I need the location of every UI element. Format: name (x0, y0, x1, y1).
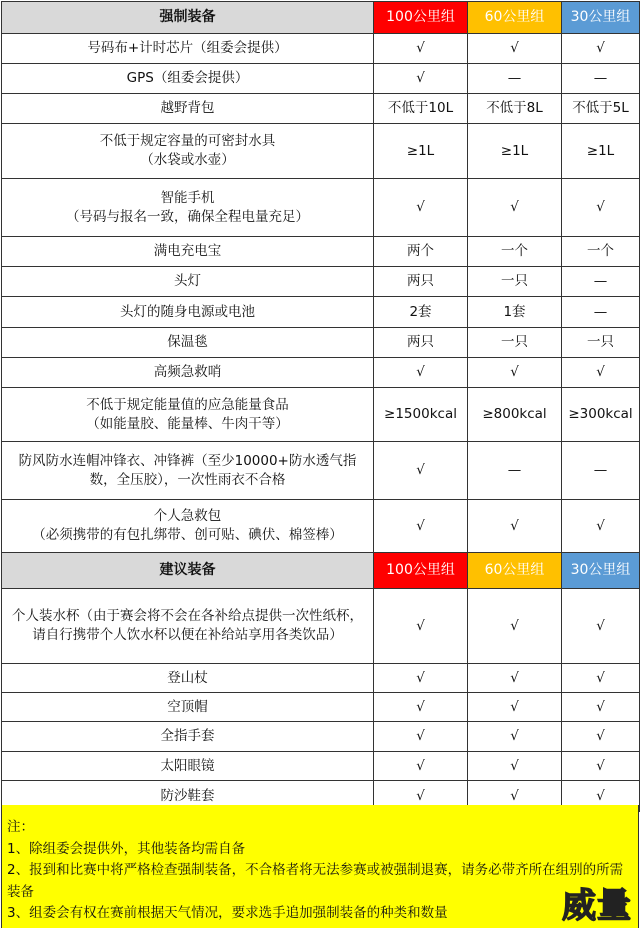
item-line: （水袋或水壶） (140, 152, 235, 168)
item-cell: 头灯的随身电源或电池 (2, 297, 374, 328)
value-cell-60km: ≥800kcal (468, 388, 562, 442)
value-cell-30km: √ (562, 34, 640, 64)
item-cell (2, 388, 374, 442)
value-cell-30km: 一个 (562, 237, 640, 267)
table-row (2, 358, 640, 388)
table-row (2, 500, 640, 553)
value-cell-30km: — (562, 442, 640, 500)
item-cell: 保温毯 (2, 328, 374, 358)
item-cell: 防风防水连帽冲锋衣、冲锋裤（至少10000+防水透气指数，全压胶），一次性雨衣不合格 (2, 442, 374, 500)
group-100km-header: 100公里组 (374, 553, 468, 589)
note-line: 3、组委会有权在赛前根据天气情况，要求选手追加强制装备的种类和数量 (7, 905, 448, 921)
item-cell: 全指手套 (2, 722, 374, 752)
value-cell-30km: √ (562, 179, 640, 237)
item-cell (2, 500, 374, 553)
value-cell-30km: √ (562, 722, 640, 752)
item-cell: 空顶帽 (2, 693, 374, 722)
value-cell-100km: ≥1500kcal (374, 388, 468, 442)
item-cell: 个人装水杯（由于赛会将不会在各补给点提供一次性纸杯，请自行携带个人饮水杯以便在补给站享用各类饮品） (2, 589, 374, 664)
table-row (2, 267, 640, 297)
table-row (2, 589, 640, 664)
value-cell-100km: √ (374, 722, 468, 752)
value-cell-60km: √ (468, 179, 562, 237)
table-row (2, 442, 640, 500)
note-line: 1、除组委会提供外，其他装备均需自备 (7, 840, 246, 857)
value-cell-100km: √ (374, 34, 468, 64)
table-row (2, 124, 640, 179)
table-row (2, 34, 640, 64)
table-row (2, 752, 640, 781)
value-cell-60km: — (468, 64, 562, 94)
table-row (2, 64, 640, 94)
value-cell-30km: √ (562, 589, 640, 664)
value-cell-60km: √ (468, 358, 562, 388)
item-cell (2, 179, 374, 237)
watermark-logo: 威量 (562, 886, 632, 926)
mandatory-header-row (2, 2, 640, 34)
value-cell-100km: 两只 (374, 267, 468, 297)
value-cell-60km: √ (468, 693, 562, 722)
value-cell-100km: √ (374, 442, 468, 500)
group-30km-header: 30公里组 (562, 2, 640, 34)
table-row (2, 179, 640, 237)
value-cell-60km: √ (468, 664, 562, 693)
suggested-section-title: 建议装备 (2, 553, 374, 589)
group-60km-header: 60公里组 (468, 2, 562, 34)
table-row (2, 664, 640, 693)
table-row (2, 94, 640, 124)
value-cell-60km: √ (468, 781, 562, 812)
value-cell-60km: 一只 (468, 328, 562, 358)
item-line: （如能量胶、能量棒、牛肉干等） (86, 415, 289, 432)
value-cell-30km: √ (562, 693, 640, 722)
item-line: （必须携带的有包扎绑带、创可贴、碘伏、棉签棒） (32, 527, 343, 543)
value-cell-100km: √ (374, 64, 468, 94)
value-cell-100km: √ (374, 589, 468, 664)
value-cell-60km: 不低于8L (468, 94, 562, 124)
value-cell-100km: √ (374, 500, 468, 553)
table-row (2, 693, 640, 722)
value-cell-30km: — (562, 267, 640, 297)
value-cell-100km: √ (374, 752, 468, 781)
table-row (2, 237, 640, 267)
value-cell-100km: 2套 (374, 297, 468, 328)
value-cell-30km: √ (562, 358, 640, 388)
value-cell-30km: √ (562, 752, 640, 781)
table-row (2, 297, 640, 328)
item-cell: 太阳眼镜 (2, 752, 374, 781)
item-line: 智能手机 (160, 189, 215, 206)
item-line: 不低于规定能量值的应急能量食品 (86, 396, 289, 413)
item-cell: 号码布+计时芯片（组委会提供） (2, 34, 374, 64)
value-cell-30km: — (562, 297, 640, 328)
table-row (2, 388, 640, 442)
item-cell: 防沙鞋套 (2, 781, 374, 812)
item-cell: 满电充电宝 (2, 237, 374, 267)
value-cell-30km: √ (562, 781, 640, 812)
value-cell-60km: √ (468, 589, 562, 664)
value-cell-100km: √ (374, 179, 468, 237)
notes-box (1, 805, 639, 928)
group-100km-header: 100公里组 (374, 2, 468, 34)
value-cell-60km: 一只 (468, 267, 562, 297)
value-cell-100km: √ (374, 781, 468, 812)
value-cell-60km: √ (468, 752, 562, 781)
note-line: 2、报到和比赛中将严格检查强制装备，不合格者将无法参赛或被强制退赛，请务必带齐所在组别的所需装备 (7, 862, 624, 900)
value-cell-30km: 一只 (562, 328, 640, 358)
item-line: 个人急救包 (153, 508, 222, 524)
value-cell-100km: √ (374, 358, 468, 388)
value-cell-100km: √ (374, 693, 468, 722)
group-30km-header: 30公里组 (562, 553, 640, 589)
value-cell-30km: √ (562, 664, 640, 693)
item-line: （号码与报名一致，确保全程电量充足） (66, 208, 309, 225)
item-line: 不低于规定容量的可密封水具 (99, 133, 276, 149)
value-cell-100km: 两个 (374, 237, 468, 267)
item-cell: 登山杖 (2, 664, 374, 693)
item-cell: 高频急救哨 (2, 358, 374, 388)
value-cell-60km: √ (468, 34, 562, 64)
group-60km-header: 60公里组 (468, 553, 562, 589)
value-cell-30km: ≥1L (562, 124, 640, 179)
value-cell-60km: 1套 (468, 297, 562, 328)
value-cell-60km: 一个 (468, 237, 562, 267)
equipment-table (1, 1, 640, 812)
value-cell-30km: ≥300kcal (562, 388, 640, 442)
value-cell-30km: — (562, 64, 640, 94)
value-cell-60km: √ (468, 722, 562, 752)
item-cell: 越野背包 (2, 94, 374, 124)
value-cell-30km: √ (562, 500, 640, 553)
value-cell-100km: 不低于10L (374, 94, 468, 124)
value-cell-60km: √ (468, 500, 562, 553)
value-cell-100km: √ (374, 664, 468, 693)
value-cell-60km: — (468, 442, 562, 500)
value-cell-100km: ≥1L (374, 124, 468, 179)
value-cell-30km: 不低于5L (562, 94, 640, 124)
item-cell: 头灯 (2, 267, 374, 297)
mandatory-section-title: 强制装备 (2, 2, 374, 34)
item-cell (2, 124, 374, 179)
suggested-header-row (2, 553, 640, 589)
notes-title: 注： (7, 819, 34, 835)
item-cell: GPS（组委会提供） (2, 64, 374, 94)
table-row (2, 328, 640, 358)
value-cell-60km: ≥1L (468, 124, 562, 179)
table-row (2, 722, 640, 752)
value-cell-100km: 两只 (374, 328, 468, 358)
